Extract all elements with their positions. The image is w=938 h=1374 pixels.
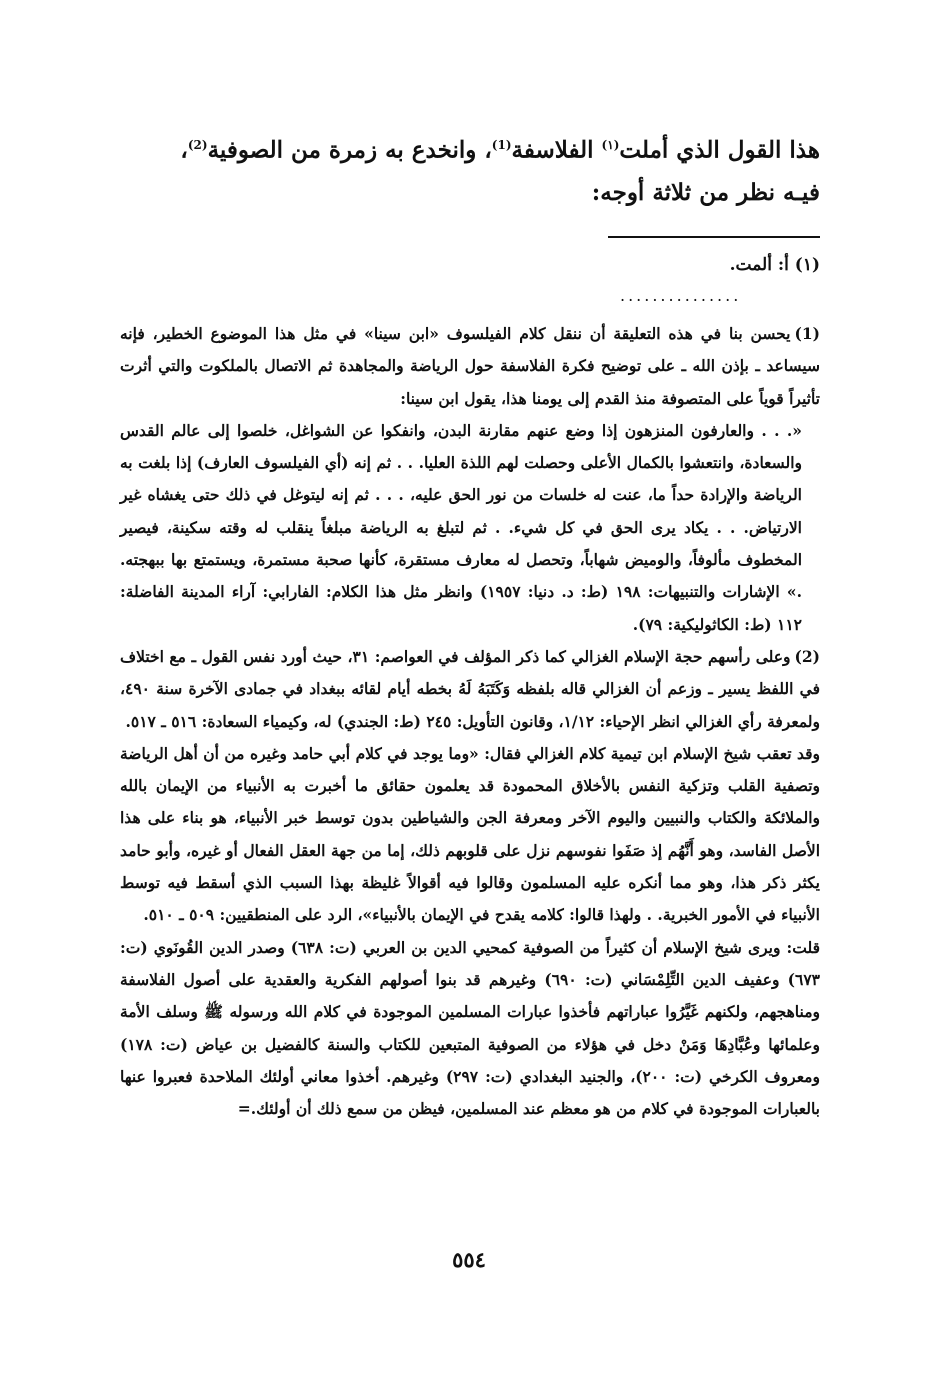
- footnote-2-paragraph: وقد تعقب شيخ الإسلام ابن تيمية كلام الغزالي فقال: «وما يوجد في كلام أبي حامد وغيره من أن أهل الرياضة وتصفية القلب وتزكية النفس بالأخلاق المحمودة قد يعلمون حقائق ما أخبرت به الأنبياء من الإيمان بالله والملائكة والكتاب والنبيين واليوم الآخر ومعرفة الجن والشياطين بدون توسط خبر الأنبياء، هو بناء على هذا الأصل الفاسد، وهو أَنَّهُم إذ صَفَوا نفوسهم نزل على قلوبهم ذلك، إما من جهة العقل الفعال أو غيره، وأبو حامد يكثر ذكر هذا، وهو مما أنكره عليه المسلمون وقالوا فيه أقوالاً غليظة بهذا السبب الذي أسقط فيه توسط الأنبياء في الأمور الخبرية. . ولهذا قالوا: كلامه يقدح في الإيمان بالأنبياء»، الرد على المنطقيين: ٥٠٩ ـ ٥١٠.: [120, 743, 820, 925]
- main-text-segment: الفلاسفة: [511, 136, 602, 164]
- main-text: [108, 124, 820, 214]
- main-text-segment: ، وانخدع به زمرة من الصوفية: [207, 136, 492, 164]
- footnote-number: (2): [794, 646, 820, 666]
- variant-marker: (١): [601, 138, 620, 152]
- footnote-marker-1: (1): [491, 138, 512, 152]
- footnote-2: [120, 641, 820, 738]
- main-text-line-2: فيـه نظر من ثلاثة أوجه:: [591, 178, 820, 206]
- footnote-text: يحسن بنا في هذه التعليقة أن ننقل كلام الفيلسوف «ابن سينا» في مثل هذا الموضوع الخطير، فإنه سيساعد ـ بإذن الله ـ على توضيح فكرة الفلاسفة حول الرياضة والمجاهدة ثم الاتصال بالملكوت والتي أثرت تأثيراً قوياً على المتصوفة منذ القدم إلى يومنا هذا، يقول ابن سينا:: [120, 324, 820, 408]
- footnote-separator: [608, 236, 820, 238]
- dotted-separator: ...............: [620, 286, 742, 305]
- footnote-number: (1): [794, 324, 820, 343]
- main-text-segment: ،: [180, 136, 188, 164]
- footnotes: [120, 318, 820, 1125]
- footnote-text: وعلى رأسهم حجة الإسلام الغزالي كما ذكر المؤلف في العواصم: ٣١، حيث أورد نفس القول ـ مع اختلاف في اللفظ يسير ـ وزعم أن الغزالي قاله بلفظه وَكَتَبَهُ لَهُ بخطه أيام لقائه ببغداد في جمادى الآخرة سنة ٤٩٠، ولمعرفة رأي الغزالي انظر الإحياء: ١/١٢، وقانون التأويل: ٢٤٥ (ط: الجندي) له، وكيمياء السعادة: ٥١٦ ـ ٥١٧.: [120, 646, 820, 731]
- footnote-1-quote: «. . . والعارفون المنزهون إذا وضع عنهم مقارنة البدن، وانفكوا عن الشواغل، خلصوا إلى عالم القدس والسعادة، وانتعشوا بالكمال الأعلى وحصلت لهم اللذة العليا. . . ثم إنه (أي الفيلسوف العارف) إذا بلغت به الرياضة والإرادة حداً ما، عنت له خلسات من نور الحق عليه، . . . ثم إنه ليتوغل في ذلك حتى يغشاه غير الارتياض. . . يكاد يرى الحق في كل شيء. . ثم لتبلغ به الرياضة مبلغاً ينقلب له وقته سكينة، فيصير المخطوف مألوفاً، والوميض شهاباً، وتحصل له معارف مستقرة، كأنها صحبة مستمرة، ويستمتع بها ببهجته. .» الإشارات والتنبيهات: ١٩٨ (ط: د. دنيا: ١٩٥٧) وانظر مثل هذا الكلام: الفارابي: آراء المدينة الفاضلة: ١١٢ (ط: الكاثوليكية: ٧٩).: [120, 420, 803, 634]
- page-number: ٥٥٤: [452, 1247, 486, 1272]
- footnote-1: [120, 318, 820, 415]
- variant-footnote: (١) أ: ألمت.: [729, 255, 820, 275]
- footnote-2-paragraph: قلت: ويرى شيخ الإسلام أن كثيراً من الصوفية كمحيي الدين بن العربي (ت: ٦٣٨) وصدر الدين القُونَوي (ت: ٦٧٣) وعفيف الدين التِّلِمْسَاني (ت: ٦٩٠) وغيرهم قد بنوا أصولهم الفكرية والعقدية على أصول الفلاسفة ومناهجهم، ولكنهم غَيَّرُوا عباراتهم فأخذوا عبارات المسلمين الموجودة في كلام الله ورسوله ﷺ وسلف الأمة وعلمائها وعُبَّادِهَا وَمَنْ دخل في هؤلاء من الصوفية المتبعين للكتاب والسنة كالفضيل بن عياض (ت: ١٧٨) ومعروف الكرخي (ت: ٢٠٠)، والجنيد البغدادي (ت: ٢٩٧) وغيرهم. أخذوا معاني أولئك الملاحدة فعبروا عنها بالعبارات الموجودة في كلام من هو معظم عند المسلمين، فيظن من سمع ذلك أن أولئك.=: [120, 937, 820, 1119]
- main-text-line-1: [108, 124, 820, 172]
- main-text-segment: هذا القول الذي أملت: [619, 136, 820, 164]
- footnote-marker-2: (2): [187, 138, 208, 152]
